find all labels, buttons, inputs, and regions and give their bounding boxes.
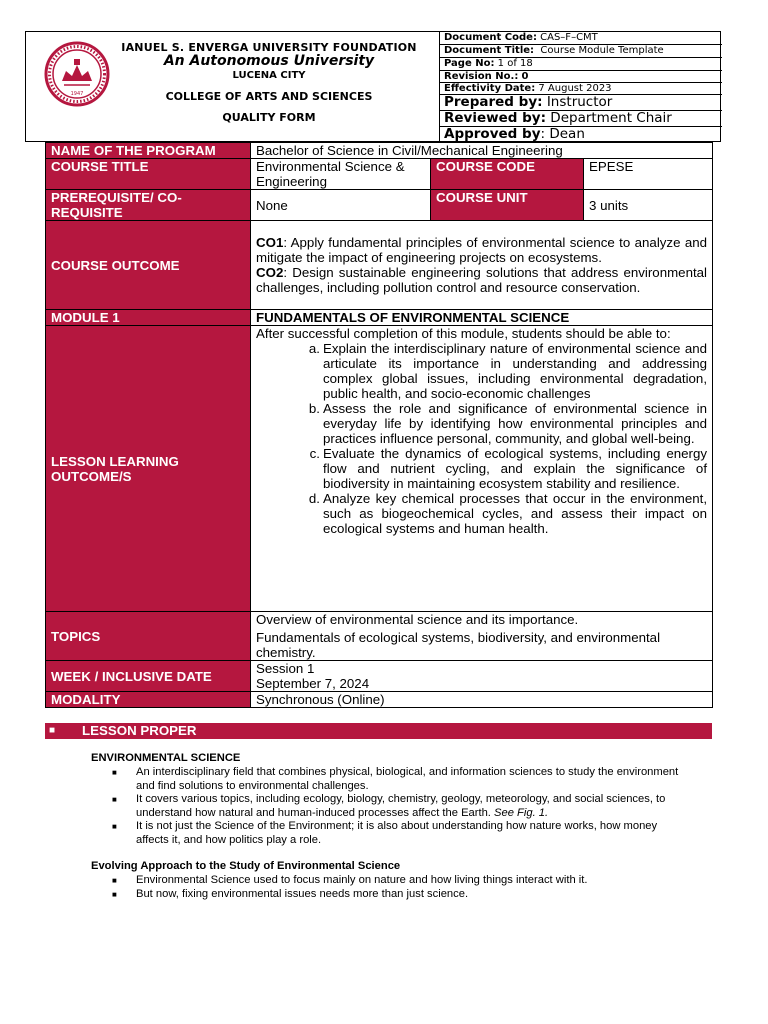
modality-value: Synchronous (Online) [251,692,713,708]
co1-tag: CO1 [256,235,284,250]
university-subtitle: An Autonomous University [163,53,375,69]
environmental-science-bullets [112,766,682,847]
effectivity-label: Effectivity Date: [444,83,536,94]
course-title-label: COURSE TITLE [46,159,251,190]
session-date: September 7, 2024 [256,676,370,691]
prerequisite-value: None [251,190,431,221]
course-code-label: COURSE CODE [431,159,584,190]
topic-2: Fundamentals of ecological systems, biodiversity, and environmental chemistry. [256,630,661,660]
program-row [46,143,713,159]
square-bullet-icon: ■ [49,725,56,736]
institution-block [26,32,439,141]
section-heading-evolving-approach: Evolving Approach to the Study of Environmental Science [91,860,401,872]
bullet-text: It is not just the Science of the Environment; it is also about understanding how nature works, how money affects it, and how politics play a role. [136,820,658,846]
week-row [46,661,713,692]
topic-1: Overview of environmental science and its importance. [256,612,579,627]
course-title-value: Environmental Science & Engineering [251,159,431,190]
learning-outcomes-label: LESSON LEARNING OUTCOME/S [46,326,251,612]
list-marker: a. [308,341,320,356]
course-code-value: EPESE [584,159,713,190]
learning-outcomes-value [251,326,713,612]
list-marker: c. [309,446,320,461]
prepared-row [440,95,722,111]
approved-value: Dean [549,127,585,142]
learning-outcome-item [308,401,708,446]
topics-row [46,612,713,661]
approved-label: Approved by [444,127,541,142]
doc-code-value: CAS–F–CMT [540,32,598,43]
program-label: NAME OF THE PROGRAM [46,143,251,159]
university-name: IANUEL S. ENVERGA UNIVERSITY FOUNDATION [121,41,417,54]
modality-label: MODALITY [46,692,251,708]
revision-value: 0 [521,71,529,82]
list-item [112,793,682,820]
square-bullet-icon: ■ [112,822,117,831]
reviewed-value: Department Chair [550,111,672,126]
list-marker: b. [308,401,320,416]
topics-label: TOPICS [46,612,251,661]
course-title-row [46,159,713,190]
course-outcome-value [251,221,713,310]
prerequisite-row [46,190,713,221]
co1-text: : Apply fundamental principles of environmental science to analyze and mitigate the impact of engineering projects on ecosystems. [256,235,708,265]
doc-title-row [440,45,722,58]
co2-text: : Design sustainable engineering solutions that address environmental challenges, including pollution control and resource conservation. [256,265,708,295]
effectivity-value: 7 August 2023 [538,83,612,94]
bullet-text: An interdisciplinary field that combines physical, biological, and information sciences to study the environment and find solutions to environmental challenges. [136,766,679,792]
co2-tag: CO2 [256,265,284,280]
doc-title-label: Document Title: [444,45,535,56]
learning-outcome-text: Analyze key chemical processes that occur in the environment, such as biogeochemical cycles, and assess their impact on ecological systems and human health. [323,491,708,536]
prerequisite-label: PREREQUISITE/ CO-REQUISITE [46,190,251,221]
list-item [112,820,682,847]
reviewed-label: Reviewed by: [444,111,546,126]
square-bullet-icon: ■ [112,876,117,885]
city: LUCENA CITY [232,70,306,81]
learning-outcome-text: Evaluate the dynamics of ecological systems, including energy flow and nutrient cycling, and explain the significance of biodiversity in maintaining ecosystem stability and resilience. [323,446,708,491]
page-value: 1 of 18 [497,58,533,69]
effectivity-row [440,83,722,95]
lesson-proper-title: LESSON PROPER [82,723,197,738]
bullet-text: But now, fixing environmental issues needs more than just science. [136,887,469,900]
learning-outcomes-row [46,326,713,612]
learning-outcome-item [308,491,708,536]
document-control-block [439,32,722,141]
evolving-approach-bullets [112,874,682,901]
week-label: WEEK / INCLUSIVE DATE [46,661,251,692]
figure-reference: See Fig. 1. [494,806,549,819]
list-item [112,874,682,888]
prepared-value: Instructor [546,95,613,110]
revision-row [440,71,722,83]
doc-code-row [440,32,722,45]
course-outcome-row [46,221,713,310]
module-value: FUNDAMENTALS OF ENVIRONMENTAL SCIENCE [251,310,713,326]
session: Session 1 [256,661,315,676]
doc-title-value: Course Module Template [540,45,664,56]
form-type: QUALITY FORM [222,111,316,124]
page-label: Page No: [444,58,495,69]
bullet-text: Environmental Science used to focus mainly on nature and how living things interact with it. [136,874,588,886]
list-item [112,766,682,793]
co1 [256,235,707,265]
learning-outcomes-list [256,341,707,536]
learning-outcome-item [308,341,708,401]
course-unit-value: 3 units [584,190,713,221]
seal-year: 1947 [70,91,84,97]
modality-row [46,692,713,708]
college-name: COLLEGE OF ARTS AND SCIENCES [165,90,373,103]
learning-outcome-text: Explain the interdisciplinary nature of environmental science and articulate its importance in understanding and addressing complex global issues, including environmental degradation, public health, and socio-economic challenges [323,341,708,401]
prepared-label: Prepared by: [444,95,543,110]
bullet-text: It covers various topics, including ecology, biology, chemistry, geology, meteorology, and social sciences, to understand how natural and human-induced processes affect the Earth. [136,793,666,819]
co2 [256,265,707,295]
lesson-proper-bar [45,723,712,739]
document-header [25,31,721,142]
reviewed-row [440,111,722,127]
section-heading-environmental-science: ENVIRONMENTAL SCIENCE [91,752,241,764]
square-bullet-icon: ■ [112,768,117,777]
module-label: MODULE 1 [46,310,251,326]
topics-value [251,612,713,661]
learning-outcomes-intro: After successful completion of this module, students should be able to: [256,326,671,341]
square-bullet-icon: ■ [112,889,117,899]
program-value: Bachelor of Science in Civil/Mechanical Engineering [251,143,713,159]
course-unit-label: COURSE UNIT [431,190,584,221]
module-row [46,310,713,326]
university-seal-icon [44,41,110,107]
course-outcome-label: COURSE OUTCOME [46,221,251,310]
page-row [440,58,722,71]
approved-row: Approved by: Dean [444,127,585,142]
course-info-table [45,142,713,708]
list-marker: d. [308,491,320,506]
learning-outcome-text: Assess the role and significance of environmental science in everyday life by identifying how environmental principles and practices influence personal, community, and global well-being. [323,401,708,446]
revision-label: Revision No.: [444,71,519,82]
square-bullet-icon: ■ [112,795,117,804]
week-value [251,661,713,692]
learning-outcome-item [309,446,708,491]
list-item [112,888,682,902]
doc-code-label: Document Code: [444,32,537,43]
